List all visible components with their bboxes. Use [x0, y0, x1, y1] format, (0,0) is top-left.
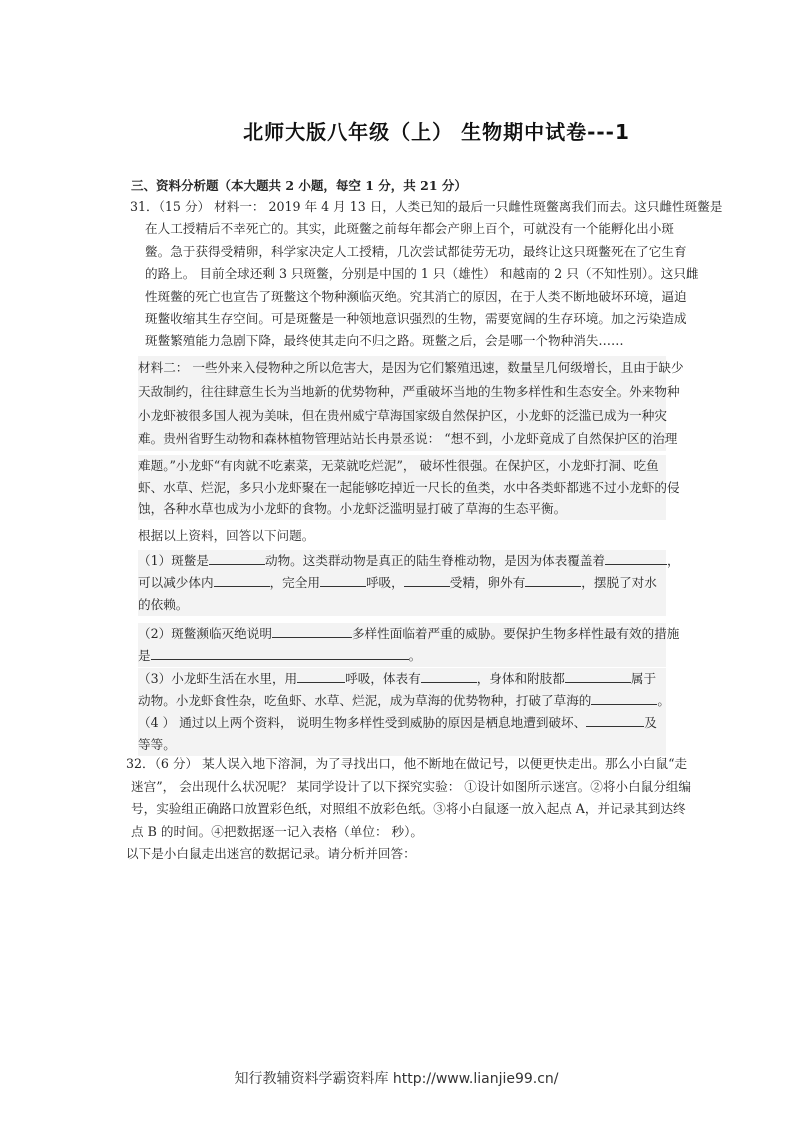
answer-blank[interactable]: [565, 670, 631, 683]
question-intro: [138, 525, 666, 547]
sub3-text: 动物。小龙虾食性杂，吃鱼虾、水草、烂泥，成为草海的优势物种，打破了草海的: [138, 693, 592, 708]
sub4-text: 及: [644, 715, 657, 730]
material-two-line: 难。贵州省野生动物和森林植物管理站站长冉景丞说： “想不到，小龙虾竟成了自然保护区的治理: [138, 431, 678, 447]
sub2-text: 是: [138, 648, 151, 663]
q32-line: 以下是小白鼠走出迷宫的数据记录。请分析并回答：: [126, 846, 416, 861]
material-two-continued: [138, 455, 680, 520]
q32-line: 号，实验组正确路口放置彩色纸，对照组不放彩色纸。③将小白鼠逐一放入起点 A，并记录其到达终: [131, 801, 686, 816]
material-one-line: 斑鳖收缩其生存空间。可是斑鳖是一种领地意识强烈的生物，需要宽阔的生存环境。加之污染造成: [145, 311, 687, 327]
q32-line: 32．（6 分） 某人误入地下溶洞，为了寻找出口，他不断地在做记号，以便更快走出。那么小白鼠“走: [126, 756, 688, 771]
question-intro-text: 根据以上资料，回答以下问题。: [138, 528, 315, 543]
sub1-text: ，完全用: [269, 575, 320, 590]
material-two: [138, 356, 684, 451]
sub3-text: 呼吸，体表有: [345, 671, 421, 686]
sub1-text: ，摆脱了对水: [581, 575, 657, 590]
material-one-line: 31．（15 分） 材料一： 2019 年 4 月 13 日，人类已知的最后一只雌性斑鳖离我们而去。这只雌性斑鳖是: [130, 199, 723, 214]
material-one: [130, 196, 723, 353]
page-title: 北师大版八年级（上） 生物期中试卷---1: [243, 120, 630, 144]
answer-blank[interactable]: [421, 670, 477, 683]
material-two-line: 难题。”小龙虾“有肉就不吃素菜，无菜就吃烂泥”， 破坏性很强。在保护区，小龙虾打洞、吃鱼: [138, 458, 659, 473]
section-heading: 三、资料分析题（本大题共 2 小题，每空 1 分，共 21 分）: [131, 178, 467, 193]
sub2-text: 多样性面临着严重的威胁。要保护生物多样性最有效的措施: [351, 626, 680, 641]
sub3-text: （3）小龙虾生活在水里，用: [138, 671, 298, 686]
sub1-text: 的依赖。: [138, 597, 189, 612]
answer-blank[interactable]: [151, 647, 409, 660]
q32-line: 迷宫”， 会出现什么状况呢？ 某同学设计了以下探究实验： ①设计如图所示迷宫。②将小白鼠分组编: [131, 778, 691, 794]
answer-blank[interactable]: [272, 625, 352, 638]
sub2-text: 。: [408, 648, 422, 663]
sub3-text: ，身体和附肢都: [476, 671, 565, 686]
material-one-line: 在人工授精后不幸死亡的。其实，此斑鳖之前每年都会产卵上百个，可就没有一个能孵化出小斑: [145, 221, 674, 237]
sub3-text: 。: [657, 693, 670, 708]
sub-question-1: [138, 550, 680, 616]
sub3-text: 属于: [630, 671, 657, 686]
sub-question-2: [138, 623, 680, 667]
footer-watermark: 知行教辅资料学霸资料库 http://www.lianjie99.cn/: [234, 1071, 559, 1087]
material-two-line: 材料二： 一些外来入侵物种之所以危害大，是因为它们繁殖迅速，数量呈几何级增长，且由于缺少: [138, 360, 684, 375]
sub4-text: 等等。: [138, 737, 176, 752]
material-one-line: 的路上。 目前全球还剩 3 只斑鳖，分别是中国的 1 只（雄性） 和越南的 2 只（不知性别）。这只雌: [145, 266, 699, 282]
material-two-line: 小龙虾被很多国人视为美味，但在贵州威宁草海国家级自然保护区，小龙虾的泛滥已成为一种灾: [138, 407, 667, 423]
material-one-line: 鳖。急于获得受精卵，科学家决定人工授精，几次尝试都徒劳无功，最终让这只斑鳖死在了它生育: [145, 243, 687, 259]
material-one-line: 性斑鳖的死亡也宣告了斑鳖这个物种濒临灭绝。究其消亡的原因，在于人类不断地破坏环境，逼迫: [145, 288, 687, 304]
answer-blank[interactable]: [605, 552, 667, 565]
answer-blank[interactable]: [214, 574, 270, 587]
sub1-text: 可以减少体内: [138, 575, 214, 590]
material-two-line: 天敌制约，往往肆意生长为当地新的优势物种，严重破坏当地的生物多样性和生态安全。外来物种: [138, 383, 680, 399]
material-two-line: 虾、水草、烂泥，多只小龙虾聚在一起能够吃掉近一尺长的鱼类，水中各类虾都逃不过小龙虾的侵: [138, 479, 680, 495]
answer-blank[interactable]: [320, 574, 366, 587]
answer-blank[interactable]: [404, 574, 450, 587]
answer-blank[interactable]: [591, 692, 657, 705]
sub-question-4: [138, 712, 666, 756]
sub1-text: ，: [667, 553, 680, 568]
sub2-text: （2）斑鳖濒临灭绝说明: [138, 626, 272, 641]
sub1-text: 呼吸，: [365, 575, 404, 590]
material-one-line: 斑鳖繁殖能力急剧下降，最终使其走向不归之路。斑鳖之后，会是哪一个物种消失……: [145, 333, 624, 349]
answer-blank[interactable]: [586, 714, 644, 727]
sub1-text: 动物。这类群动物是真正的陆生脊椎动物，是因为体表覆盖着: [264, 553, 606, 568]
sub1-text: （1）斑鳖是: [138, 553, 209, 568]
sub-question-3: [138, 668, 670, 712]
sub1-text: 受精，卵外有: [449, 575, 526, 590]
answer-blank[interactable]: [209, 552, 265, 565]
q32-line: 点 B 的时间。④把数据逐一记入表格（单位： 秒）。: [131, 823, 424, 839]
answer-blank[interactable]: [525, 574, 581, 587]
answer-blank[interactable]: [297, 670, 345, 683]
question-32: [126, 753, 691, 866]
sub4-text: （4 ） 通过以上两个资料， 说明生物多样性受到威胁的原因是栖息地遭到破坏、: [138, 715, 587, 730]
material-two-line: 蚀，各种水草也成为小龙虾的食物。小龙虾泛滥明显打破了草海的生态平衡。: [138, 501, 567, 516]
